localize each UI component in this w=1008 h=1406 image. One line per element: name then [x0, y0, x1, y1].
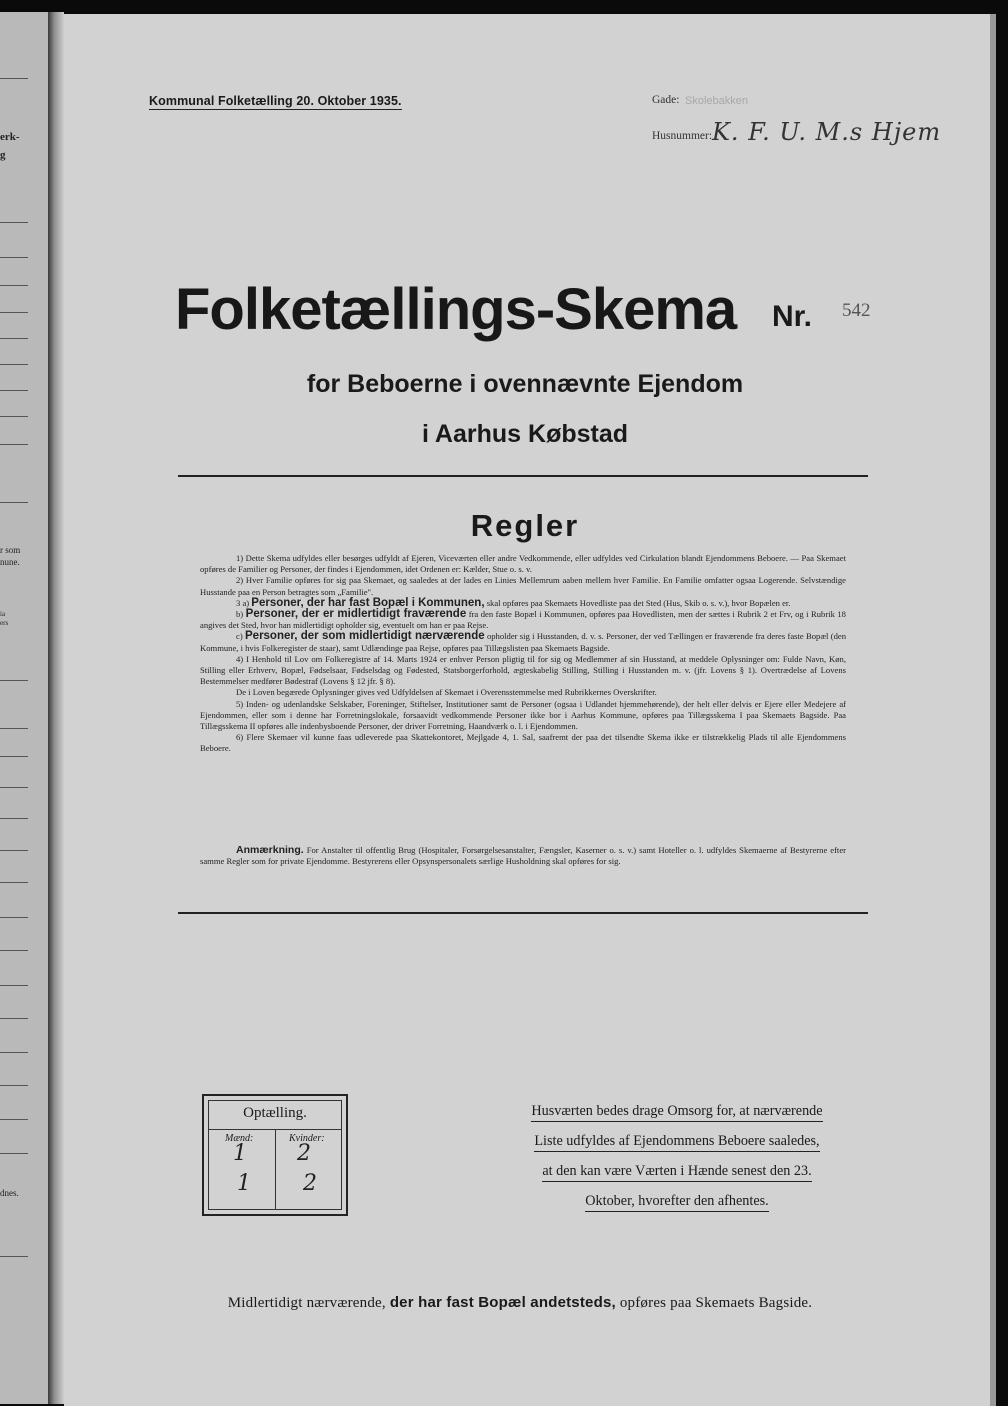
tally-women-count: 2	[297, 1141, 311, 1166]
rule-prefix: b)	[236, 609, 244, 620]
tally-men-label: Mænd:	[225, 1133, 254, 1144]
rule-emphasis: Personer, der har fast Bopæl i Kommunen,	[251, 596, 485, 609]
tally-men-count: 1	[237, 1171, 251, 1196]
footer-note	[0, 1294, 1008, 1312]
house-number-handwritten: K. F. U. M.s Hjem	[712, 118, 942, 146]
rule-paragraph: 2) Hver Familie opføres for sig paa Skemaet, og saaledes at der lades en Linies Mellemrum aaben mellem hver Familie. En Familie omfatter ogsaa Logerende. Selvstændige Husstande paa en Person betragtes som „Familie".	[200, 575, 846, 597]
rule-paragraph: 5) Inden- og udenlandske Selskaber, Foreninger, Stiftelser, Institutioner samt de Personer (ogsaa i Udlandet hjemmehørende), der helt eller delvis er Ejere eller Medejere af Ejendommen, eller som i denne har Forretningslokale, forsaavidt vedkommende Personer ikke bor i Aarhus Kommune, opføres paa Tillægsskema I paa Skemaets Bagside. Paa Tillægsskema II opføres alle indenbysboende Personer, der driver Forretning, Haandværk o. l. i Ejendommen.	[200, 698, 846, 732]
form-subtitle: for Beboerne i ovennævnte Ejendom	[306, 370, 744, 398]
rules-body	[200, 553, 846, 755]
left-fragment: dnes.	[0, 1188, 19, 1198]
tally-women-label: Kvinder:	[289, 1133, 325, 1144]
left-fragment: g	[0, 149, 6, 161]
remark-note	[200, 845, 846, 867]
street-value: Skolebakken	[685, 95, 748, 107]
page-edge	[990, 14, 996, 1406]
divider	[178, 912, 868, 914]
rule-emphasis: Personer, der er midlertidigt fraværende	[245, 608, 467, 621]
tally-men-count: 1	[233, 1141, 247, 1166]
rule-paragraph	[200, 609, 846, 631]
rule-paragraph: De i Loven begærede Oplysninger gives ved Udfyldelsen af Skemaet i Overensstemmelse med Rubrikkernes Overskrifter.	[236, 687, 657, 698]
rule-paragraph: 4) I Henhold til Lov om Folkeregistre af 14. Marts 1924 er enhver Person pligtig til for sig og Medlemmer af sin Husstand, at meddele Oplysninger om: Fulde Navn, Køn, Stilling eller Erhverv, Bopæl, Fødselsaar, Fødselsdag og Fødested, Statsborgerforhold, ægteskabelig Stilling, Stilling i Husstanden m. v. (jfr. Lovens § 1). Overtrædelse af Lovens Bestemmelser medfører Bødestraf (Lovens § 12 jfr. § 8).	[200, 653, 846, 687]
street-label: Gade:	[652, 94, 680, 106]
tally-title: Optælling.	[243, 1105, 307, 1121]
footer-part: Midlertidigt nærværende,	[227, 1295, 386, 1311]
landlord-notice	[508, 1098, 846, 1218]
left-fragment: r som	[0, 545, 21, 555]
left-fragment: erk-	[0, 131, 20, 143]
rule-paragraph	[200, 631, 846, 653]
notice-line: Husværten bedes drage Omsorg for, at nærværende	[531, 1101, 822, 1122]
left-fragment: ers	[0, 619, 9, 627]
house-number-label: Husnummer:	[652, 130, 713, 142]
rule-paragraph: 6) Flere Skemaer vil kunne faas udleverede paa Skattekontoret, Mejlgade 4, 1. Sal, saafremt der paa det tilsendte Skema ikke er tilstrækkelig Plads til alle Ejendommens Beboere.	[200, 732, 846, 754]
left-fragment: nune.	[0, 557, 20, 567]
rule-prefix: 3 a)	[236, 597, 250, 608]
left-fragment: ia	[0, 610, 6, 618]
book-spine	[48, 12, 64, 1404]
rule-text: skal opføres paa Skemaets Hovedliste paa det Sted (Hus, Skib o. s. v.), hvor Bopælen er.	[486, 597, 791, 608]
form-number-value: 542	[842, 300, 871, 321]
notice-line: Oktober, hvorefter den afhentes.	[585, 1191, 768, 1212]
adjacent-page	[0, 12, 48, 1404]
rule-prefix: c)	[236, 631, 243, 642]
rules-heading: Regler	[470, 508, 580, 543]
rule-paragraph: 1) Dette Skema udfyldes eller besørges udfyldt af Ejeren, Viceværten eller andre Vedkommende, eller udfyldes ved Cirkulation blandt Ejendommens Beboere. — Paa Skemaet opføres de Familier og Personer, der findes i Ejendommen, idet Ordenen er: Kælder, Stue o. s. v.	[200, 553, 846, 575]
rule-emphasis: Personer, der som midlertidigt nærværende	[245, 630, 485, 643]
tally-box	[202, 1094, 348, 1216]
rule-text: fra den faste Bopæl i Kommunen, opføres paa Hovedlisten, men der sættes i Rubrik 2 et Frv, og i Rubrik 18 angives det Sted, hvor han midlertidigt opholder sig, eventuelt om han er paa Rejse.	[200, 609, 846, 631]
census-header: Kommunal Folketælling 20. Oktober 1935.	[149, 94, 402, 108]
notice-line: Liste udfyldes af Ejendommens Beboere saaledes,	[534, 1131, 819, 1152]
notice-line: at den kan være Værten i Hænde senest den 23.	[542, 1161, 811, 1182]
form-title: Folketællings-Skema	[175, 277, 737, 342]
tally-women-count: 2	[303, 1171, 317, 1196]
footer-emphasis: der har fast Bopæl andetsteds,	[389, 1294, 616, 1311]
remark-lead: Anmærkning.	[236, 844, 304, 856]
footer-part: opføres paa Skemaets Bagside.	[619, 1295, 813, 1311]
tally-frame	[208, 1100, 342, 1210]
divider	[178, 475, 868, 477]
rule-text: opholder sig i Husstanden, d. v. s. Personer, der ved Tællingen er fraværende fra deres faste Bopæl (den Kommune, i hvis Folkeregister de staar), samt Udlændinge paa Rejse, opføres paa Tillægslisten paa Skemaets Bagside.	[200, 631, 847, 653]
tally-divider	[275, 1129, 276, 1209]
form-subtitle-city: i Aarhus Købstad	[421, 420, 629, 448]
remark-text: For Anstalter til offentlig Brug (Hospitaler, Forsørgelsesanstalter, Fængsler, Kaserner o. s. v.) samt Hoteller o. l. udfyldes Skemaerne af Bestyrerne efter samme Regler som for private Ejendomme. Bestyrerens eller Opsynspersonalets særlige Husholdning skal opføres for sig.	[200, 845, 846, 867]
form-number-label: Nr.	[772, 300, 813, 333]
